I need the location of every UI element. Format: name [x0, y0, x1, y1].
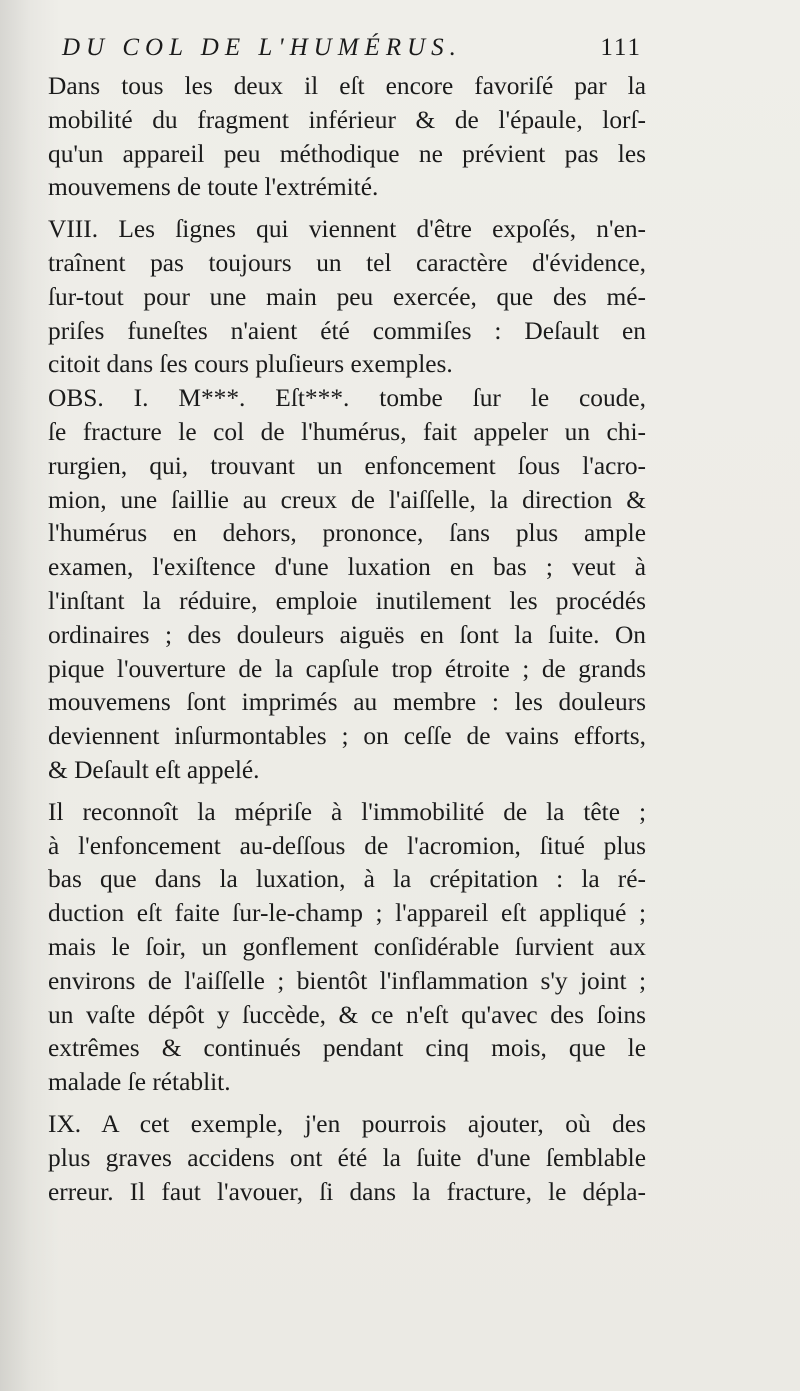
text-line: malade ſe rétablit.	[48, 1068, 231, 1097]
text-line: pique l'ouverture de la capſule trop étroite ; de grands	[48, 654, 646, 683]
text-line: traînent pas toujours un tel caractère d'évidence,	[48, 248, 646, 277]
text-line: Il reconnoît la mépriſe à l'immobilité de la tête ;	[48, 797, 646, 826]
text-line: mouvemens de toute l'extrémité.	[48, 173, 379, 202]
text-line: mion, une ſaillie au creux de l'aiſſelle, la direction &	[48, 485, 646, 514]
text-line: deviennent inſurmontables ; on ceſſe de vains efforts,	[48, 722, 646, 751]
text-line: erreur. Il faut l'avouer, ſi dans la fracture, le dépla-	[48, 1177, 646, 1206]
text-line: environs de l'aiſſelle ; bientôt l'inflammation s'y joint ;	[48, 966, 646, 995]
text-line: l'humérus en dehors, prononce, ſans plus ample	[48, 519, 646, 548]
text-line: bas que dans la luxation, à la crépitation : la ré-	[48, 865, 646, 894]
paragraph-3	[48, 382, 646, 788]
text-line: extrêmes & continués pendant cinq mois, que le	[48, 1034, 646, 1063]
text-line: IX. A cet exemple, j'en pourrois ajouter, où des	[48, 1109, 646, 1138]
text-line: mais le ſoir, un gonflement conſidérable ſurvient aux	[48, 932, 646, 961]
paragraph-5	[48, 1108, 646, 1209]
text-line: plus graves accidens ont été la ſuite d'une ſemblable	[48, 1143, 646, 1172]
text-line: & Deſault eſt appelé.	[48, 755, 260, 784]
text-line: duction eſt faite ſur-le-champ ; l'appareil eſt appliqué ;	[48, 899, 646, 928]
text-line: mouvemens ſont imprimés au membre : les douleurs	[48, 688, 646, 717]
text-line: OBS. I. M***. Eſt***. tombe ſur le coude,	[48, 384, 646, 413]
text-line: priſes funeſtes n'aient été commiſes : Deſault en	[48, 316, 646, 345]
paragraph-1	[48, 70, 646, 205]
text-line: un vaſte dépôt y ſuccède, & ce n'eſt qu'avec des ſoins	[48, 1000, 646, 1029]
text-line: Dans tous les deux il eſt encore favoriſé par la	[48, 72, 646, 100]
text-line: à l'enfoncement au-deſſous de l'acromion, ſitué plus	[48, 831, 646, 860]
text-line: mobilité du fragment inférieur & de l'épaule, lorſ-	[48, 105, 646, 134]
text-line: ordinaires ; des douleurs aiguës en ſont la ſuite. On	[48, 620, 646, 649]
paragraph-4	[48, 796, 646, 1100]
text-line: rurgien, qui, trouvant un enfoncement ſous l'acro-	[48, 451, 646, 480]
text-line: ſe fracture le col de l'humérus, fait appeler un chi-	[48, 417, 646, 446]
text-line: VIII. Les ſignes qui viennent d'être expoſés, n'en-	[48, 215, 646, 244]
text-line: l'inſtant la réduire, emploie inutilement les procédés	[48, 586, 646, 615]
text-line: ſur-tout pour une main peu exercée, que des mé-	[48, 282, 646, 311]
running-head: DU COL DE L'HUMÉRUS.	[62, 34, 462, 61]
text-line: qu'un appareil peu méthodique ne prévient pas les	[48, 139, 646, 168]
body-text	[48, 70, 646, 1209]
page-number: 111	[600, 34, 642, 61]
paragraph-2	[48, 213, 646, 382]
text-line: citoit dans ſes cours pluſieurs exemples.	[48, 350, 453, 379]
text-line: examen, l'exiſtence d'une luxation en bas ; veut à	[48, 553, 646, 582]
page-header	[62, 34, 642, 68]
